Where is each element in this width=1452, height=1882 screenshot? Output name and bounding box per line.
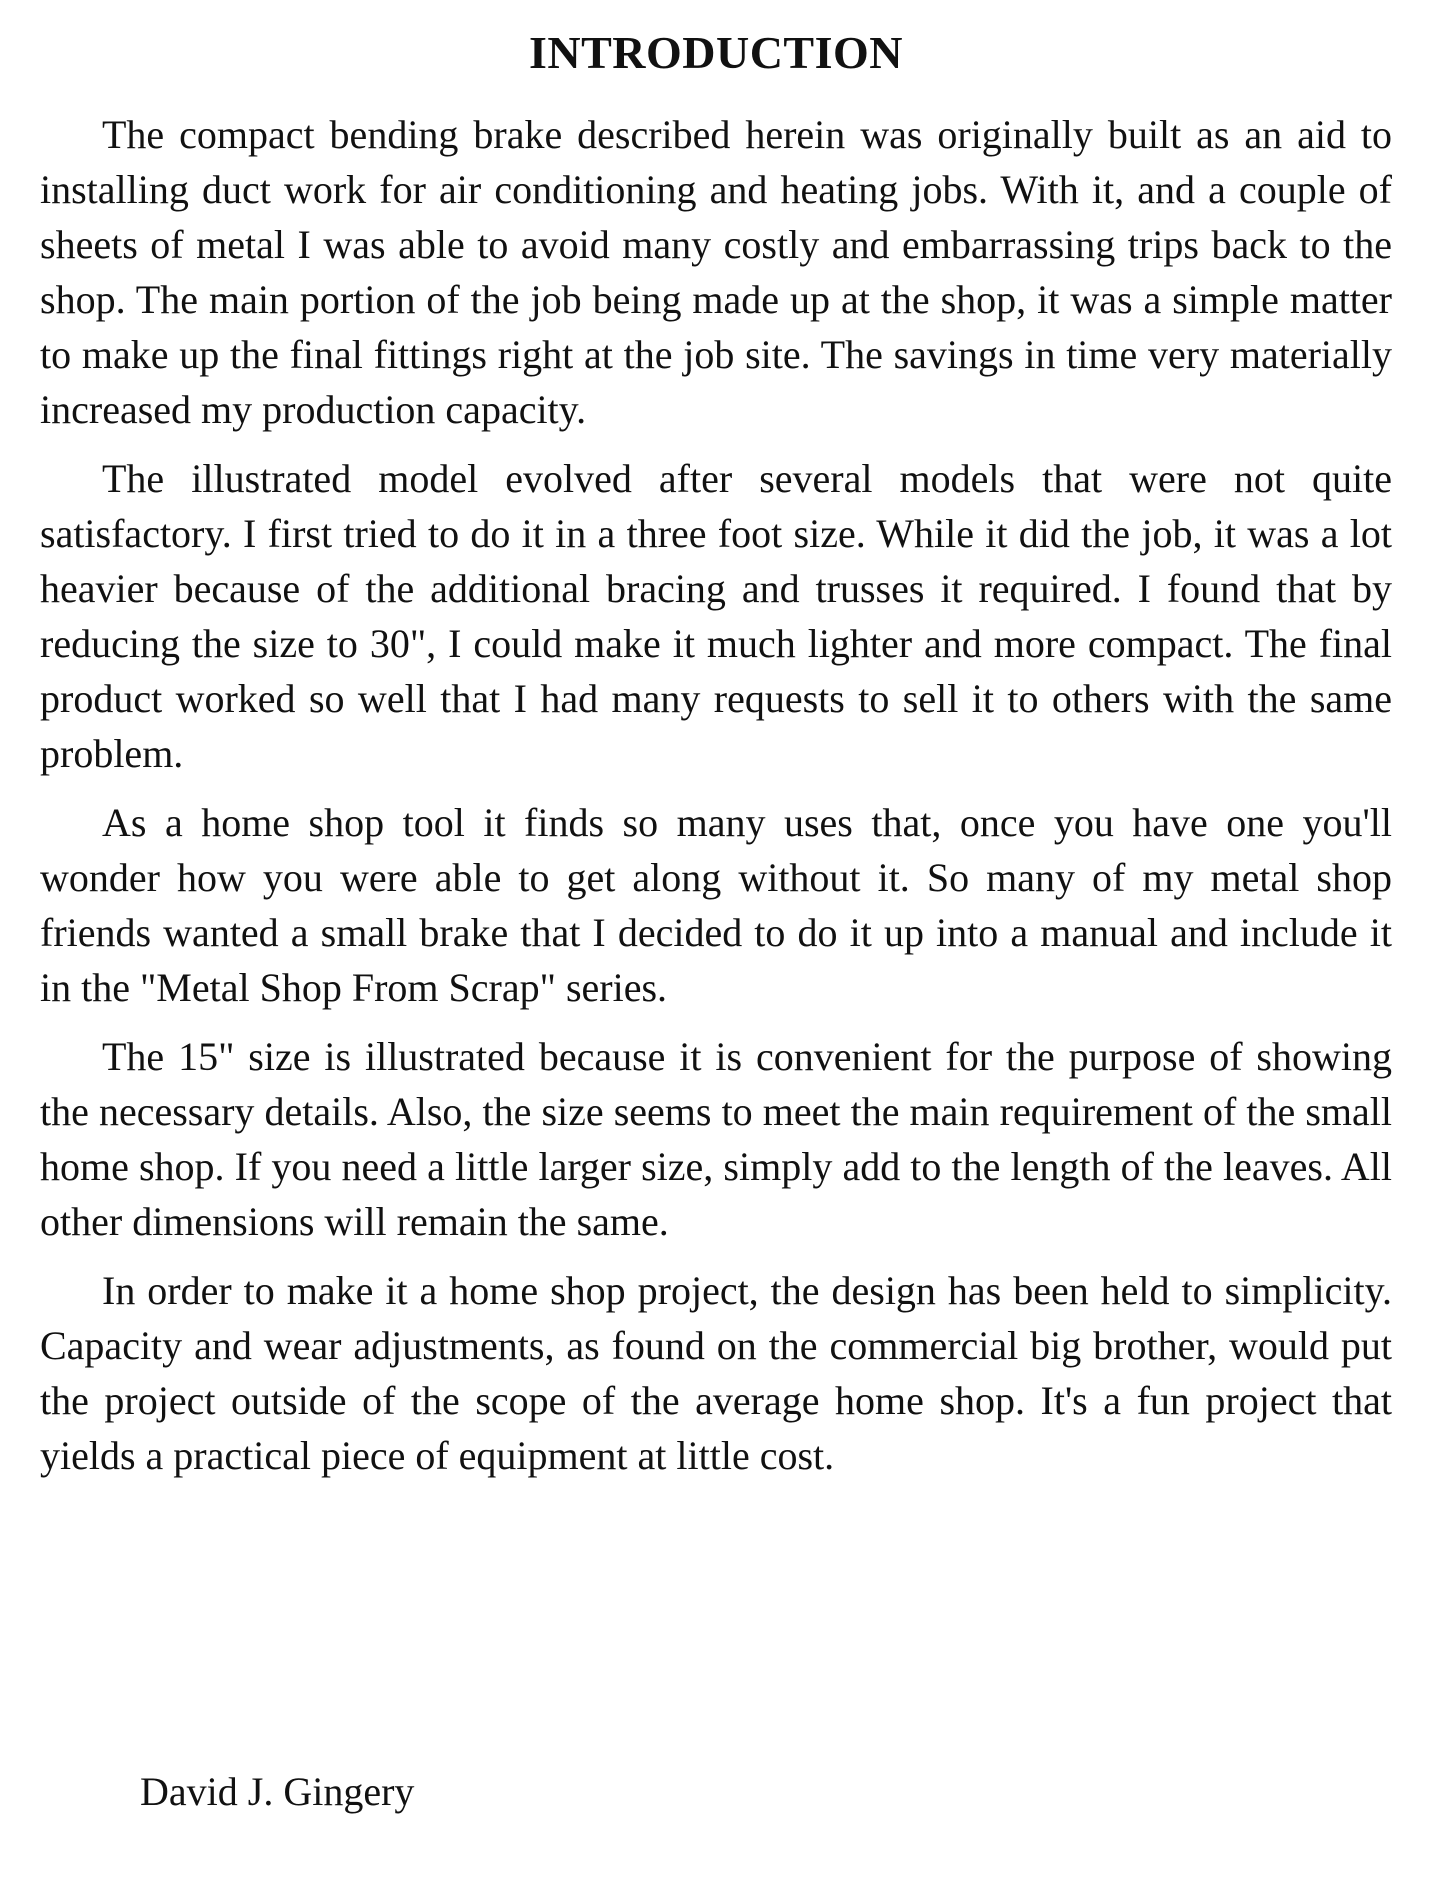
paragraph-2: The illustrated model evolved after several models that were not quite satisfactory. I first tried to do it in a three foot size. While it did the job, it was a lot heavier because of the additional bracing and trusses it required. I found that by reducing the size to 30", I could make it much lighter and more compact. The final product worked so well that I had many requests to sell it to others with the same problem. <box>40 455 1392 776</box>
paragraph-3: As a home shop tool it finds so many uses that, once you have one you'll wonder how you were able to get along without it. So many of my metal shop friends wanted a small brake that I decided to do it up into a manual and include it in the "Metal Shop From Scrap" series. <box>40 799 1392 1010</box>
paragraph-5: In order to make it a home shop project, the design has been held to simplicity. Capacity and wear adjustments, as found on the commercial big brother, would put the project outside of the scope of the average home shop. It's a fun project that yields a practical piece of equipment at little cost. <box>40 1267 1392 1478</box>
paragraph-4: The 15" size is illustrated because it is convenient for the purpose of showing the necessary details. Also, the size seems to meet the main requirement of the small home shop. If you need a little larger size, simply add to the length of the leaves. All other dimensions will remain the same. <box>40 1033 1392 1244</box>
page-title: INTRODUCTION <box>528 27 904 78</box>
author-signature: David J. Gingery <box>140 1769 415 1814</box>
document-page <box>40 28 1392 1497</box>
paragraph-1: The compact bending brake described herein was originally built as an aid to installing duct work for air conditioning and heating jobs. With it, and a couple of sheets of metal I was able to avoid many costly and embarrassing trips back to the shop. The main portion of the job being made up at the shop, it was a simple matter to make up the final fittings right at the job site. The savings in time very materially increased my production capacity. <box>40 111 1392 432</box>
